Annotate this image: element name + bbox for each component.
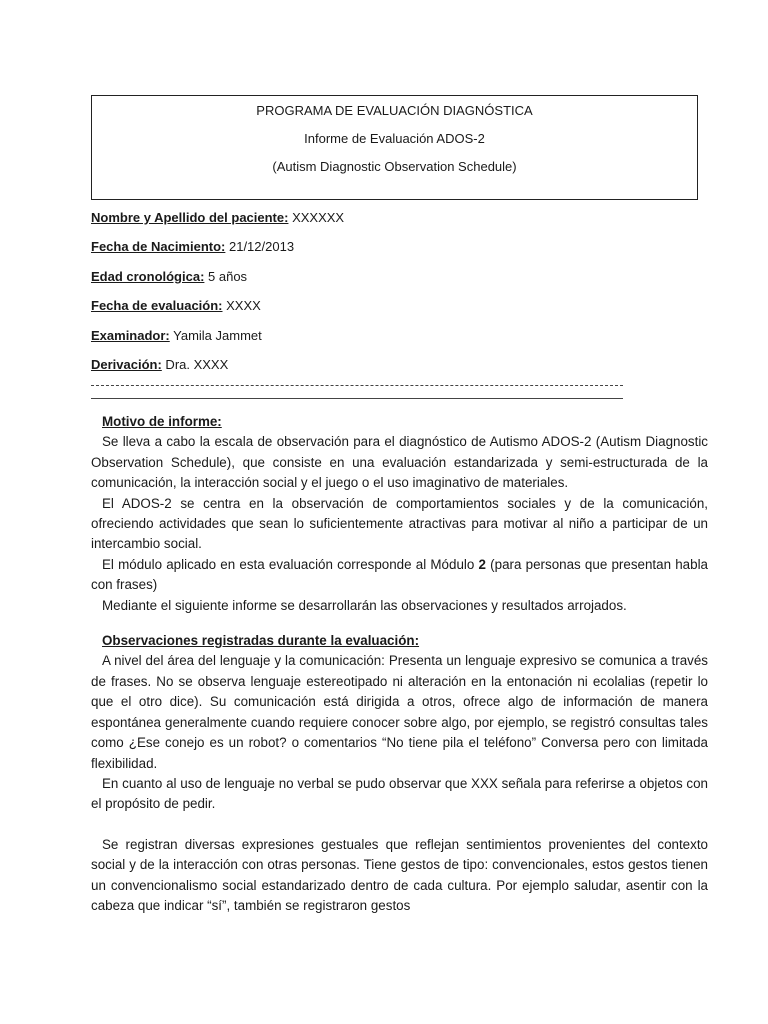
report-header-box [91, 95, 698, 200]
patient-name-row [91, 208, 701, 237]
solid-separator [91, 398, 623, 399]
age-value: 5 años [204, 268, 248, 284]
module-text-after: (para personas que presentan habla con frases) [91, 556, 708, 593]
report-title: Informe de Evaluación ADOS-2 [304, 131, 485, 146]
module-number: 2 [478, 556, 486, 572]
eval-date-row [91, 296, 701, 325]
reason-paragraph-1: Se lleva a cabo la escala de observación para el diagnóstico de Autismo ADOS-2 (Autism Diagnostic Observation Schedule), que consiste en una evaluación estandarizada y semi-estructurada de la comunicación, la interacción social y el juego o el uso imaginativo de materiales. [91, 434, 708, 491]
report-body [91, 412, 708, 916]
referral-row [91, 355, 701, 384]
age-row [91, 267, 701, 296]
patient-info [91, 208, 701, 384]
examiner-value: Yamila Jammet [169, 327, 262, 343]
reason-heading: Motivo de informe: [102, 414, 222, 429]
observations-heading: Observaciones registradas durante la evaluación: [102, 633, 420, 649]
observations-paragraph-1: A nivel del área del lenguaje y la comunicación: Presenta un lenguaje expresivo se comunica a través de frases. No se observa lenguaje estereotipado ni alteración en la entonación ni ecolalias (repetir lo que el otro dice). Su comunicación está dirigida a otros, ofrece algo de información de manera espontánea generalmente cuando requiere conocer sobre algo, por ejemplo, se registró consultas tales como ¿Ese conejo es un robot? o comentarios “No tiene pila el teléfono” Conversa pero con limitada flexibilidad. [91, 653, 708, 771]
observations-paragraph-3: Se registran diversas expresiones gestuales que reflejan sentimientos provenientes del contexto social y de la interacción con otras personas. Tiene gestos de tipo: convencionales, estos gestos tienen un convencionalismo social estandarizado dentro de cada cultura. Por ejemplo saludar, asentir con la cabeza que indicar “sí”, también se registraron gestos [91, 836, 708, 913]
birth-date-row [91, 237, 701, 266]
referral-label: Derivación: [91, 356, 162, 372]
module-text-before: El módulo aplicado en esta evaluación corresponde al Módulo [102, 556, 479, 572]
reason-paragraph-2: El ADOS-2 se centra en la observación de comportamientos sociales y de la comunicación, ofreciendo actividades que sean lo suficientemente atractivas para motivar al niño a participar de un intercambio social. [91, 495, 708, 552]
report-subtitle: (Autism Diagnostic Observation Schedule) [272, 159, 517, 174]
reason-paragraph-4: Mediante el siguiente informe se desarrollarán las observaciones y resultados arrojados. [102, 597, 627, 613]
examiner-row [91, 326, 701, 355]
eval-date-label: Fecha de evaluación: [91, 298, 223, 314]
eval-date-value: XXXX [222, 298, 261, 314]
dashed-separator [91, 385, 623, 386]
reason-paragraph-3 [91, 555, 708, 596]
examiner-label: Examinador: [91, 327, 170, 343]
patient-name-value: XXXXXX [288, 210, 345, 225]
referral-value: Dra. XXXX [161, 356, 229, 372]
birth-date-label: Fecha de Nacimiento: [91, 239, 226, 255]
birth-date-value: 21/12/2013 [225, 239, 295, 255]
age-label: Edad cronológica: [91, 268, 205, 284]
program-title: PROGRAMA DE EVALUACIÓN DIAGNÓSTICA [256, 103, 533, 118]
patient-name-label: Nombre y Apellido del paciente: [91, 210, 289, 225]
observations-paragraph-2: En cuanto al uso de lenguaje no verbal se pudo observar que XXX señala para referirse a objetos con el propósito de pedir. [91, 775, 708, 812]
